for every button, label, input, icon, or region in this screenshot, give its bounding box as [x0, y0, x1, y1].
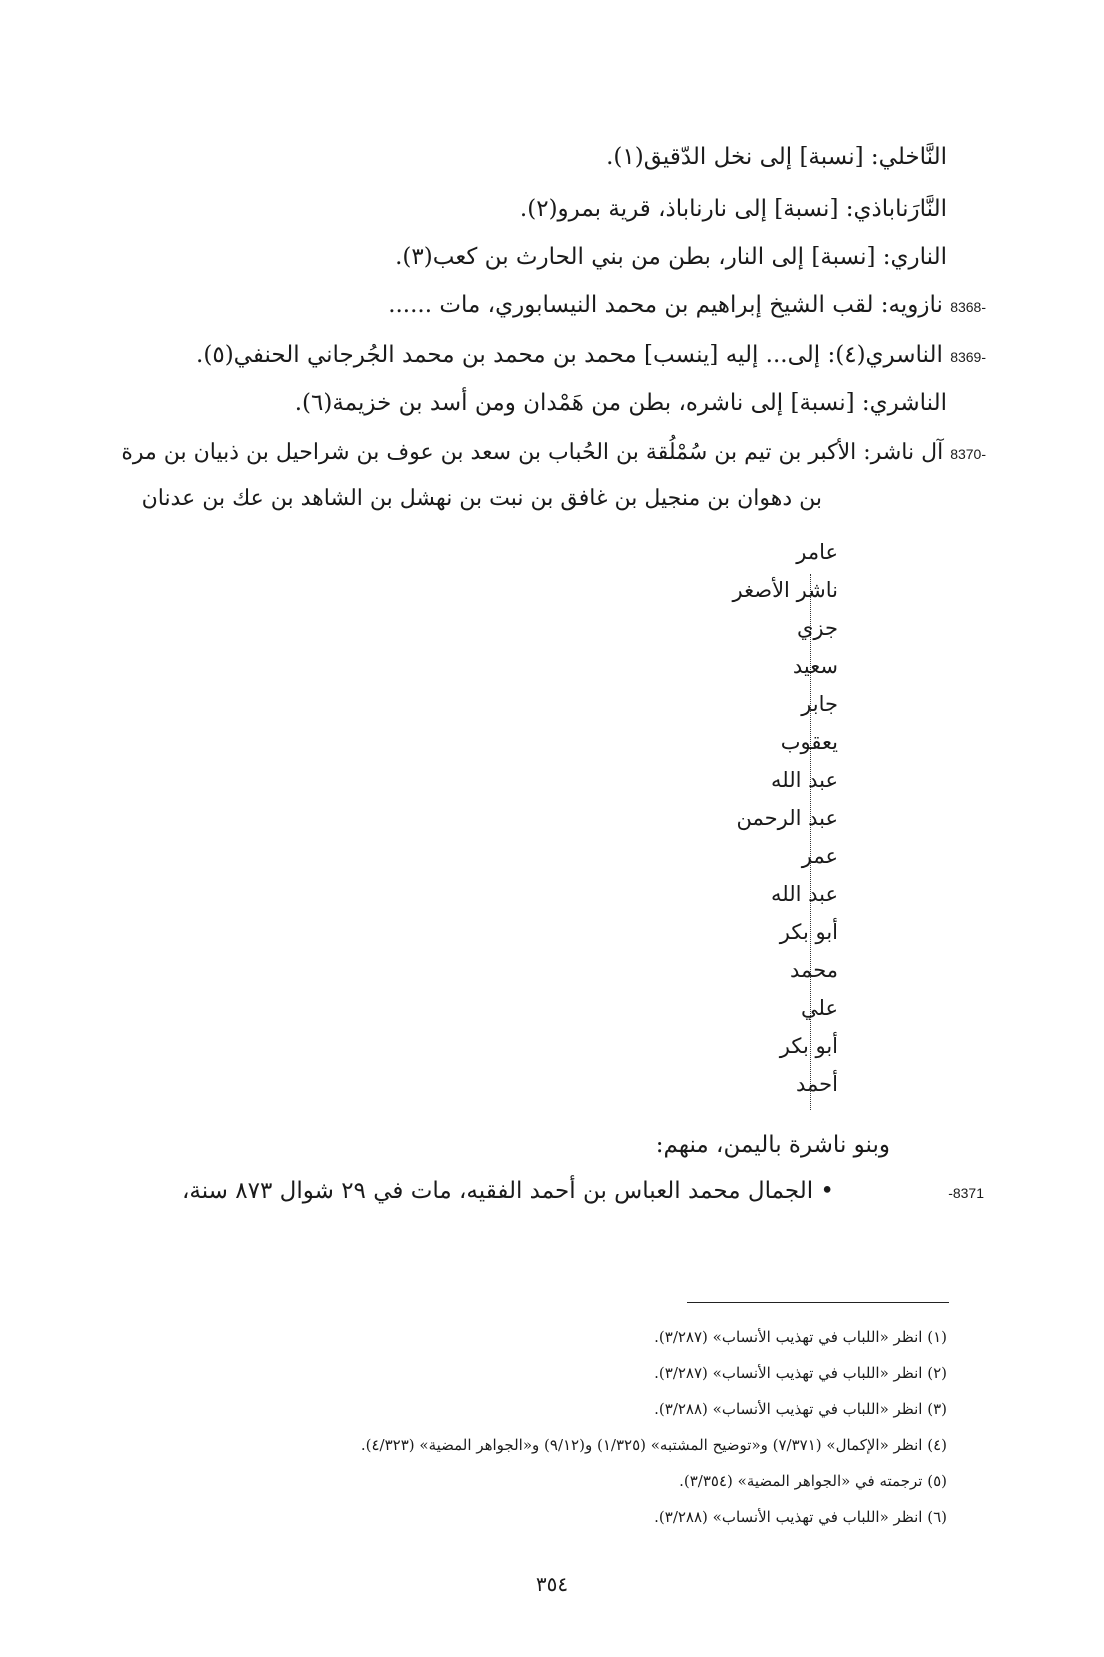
lineage-node: عبد الله — [770, 882, 838, 906]
lineage-node: أبو بكر — [779, 1034, 838, 1058]
entry-nashiri — [295, 386, 947, 420]
lineage-node: أبو بكر — [779, 920, 838, 944]
footnote-separator — [687, 1302, 949, 1303]
footnote: (٢) انظر «اللباب في تهذيب الأنساب» (٣/٢٨٧). — [654, 1364, 947, 1382]
entry-number: 8370- — [950, 446, 986, 462]
entry-text: النَّاخلي: [نسبة] إلى نخل الدّقيق(١). — [606, 144, 947, 170]
entry-number: -8371 — [948, 1185, 984, 1201]
entry-8370-continuation — [142, 482, 822, 516]
footnote: (١) انظر «اللباب في تهذيب الأنساب» (٣/٢٨٧). — [654, 1328, 947, 1346]
entry-text: بن دهوان بن منجيل بن غافق بن نبت بن نهشل بن الشاهد بن عك بن عدنان — [141, 486, 822, 511]
entry-text: الناسري(٤): إلى... إليه [ينسب] محمد بن محمد بن محمد الجُرجاني الحنفي(٥). — [196, 342, 943, 368]
entry-number: 8368- — [950, 299, 986, 315]
entry-text: الناشري: [نسبة] إلى ناشره، بطن من هَمْدان ومن أسد بن خزيمة(٦). — [294, 390, 947, 416]
entry-text: آل ناشر: الأكبر بن تيم بن سُمْلُقة بن الحُباب بن سعد بن عوف بن شراحيل بن ذبيان بن مرة — [121, 440, 944, 465]
entry-text: نازويه: لقب الشيخ إبراهيم بن محمد النيسابوري، مات ...... — [388, 292, 943, 318]
after-tree-line — [656, 1128, 890, 1162]
lineage-node: علي — [801, 996, 838, 1020]
lineage-node: سعيد — [792, 654, 838, 678]
entry-8368 — [388, 288, 986, 324]
entry-8370 — [121, 436, 986, 471]
entry-number: 8369- — [950, 349, 986, 365]
footnote: (٣) انظر «اللباب في تهذيب الأنساب» (٣/٢٨٨). — [654, 1400, 947, 1418]
entry-text: • الجمال محمد العباس بن أحمد الفقيه، مات في ٢٩ شوال ٨٧٣ سنة، — [181, 1178, 834, 1204]
footnote: (٥) ترجمته في «الجواهر المضية» (٣/٣٥٤). — [679, 1472, 947, 1490]
entry-text: وبنو ناشرة باليمن، منهم: — [655, 1132, 890, 1158]
entry-nakhli — [606, 140, 947, 174]
entry-nari — [395, 240, 947, 274]
footnote: (٦) انظر «اللباب في تهذيب الأنساب» (٣/٢٨٨). — [654, 1508, 947, 1526]
footnote: (٤) انظر «الإكمال» (٧/٣٧١) و«توضيح المشتبه» (١/٣٢٥) و(٩/١٢) و«الجواهر المضية» (٤/٣٢٣). — [360, 1436, 947, 1454]
entry-8369 — [196, 338, 986, 374]
lineage-node: جابر — [801, 692, 838, 716]
lineage-node: عبد الرحمن — [736, 806, 838, 830]
lineage-node: عمر — [801, 844, 838, 868]
page-number: ٣٥٤ — [535, 1572, 569, 1596]
entry-8371-number — [948, 1174, 984, 1210]
entry-text: النَّارَناباذي: [نسبة] إلى نارناباذ، قرية بمرو(٢). — [519, 196, 947, 222]
lineage-node: عامر — [796, 540, 838, 564]
lineage-node: ناشر الأصغر — [732, 578, 838, 602]
entry-text: الناري: [نسبة] إلى النار، بطن من بني الحارث بن كعب(٣). — [395, 244, 947, 270]
entry-8371 — [182, 1174, 834, 1208]
entry-narnabadhi — [520, 192, 947, 226]
lineage-node: أحمد — [796, 1072, 838, 1096]
lineage-node: يعقوب — [780, 730, 838, 754]
lineage-tree — [660, 540, 880, 1122]
lineage-node: محمد — [790, 958, 838, 982]
lineage-node: جزي — [796, 616, 838, 640]
lineage-node: عبد الله — [770, 768, 838, 792]
